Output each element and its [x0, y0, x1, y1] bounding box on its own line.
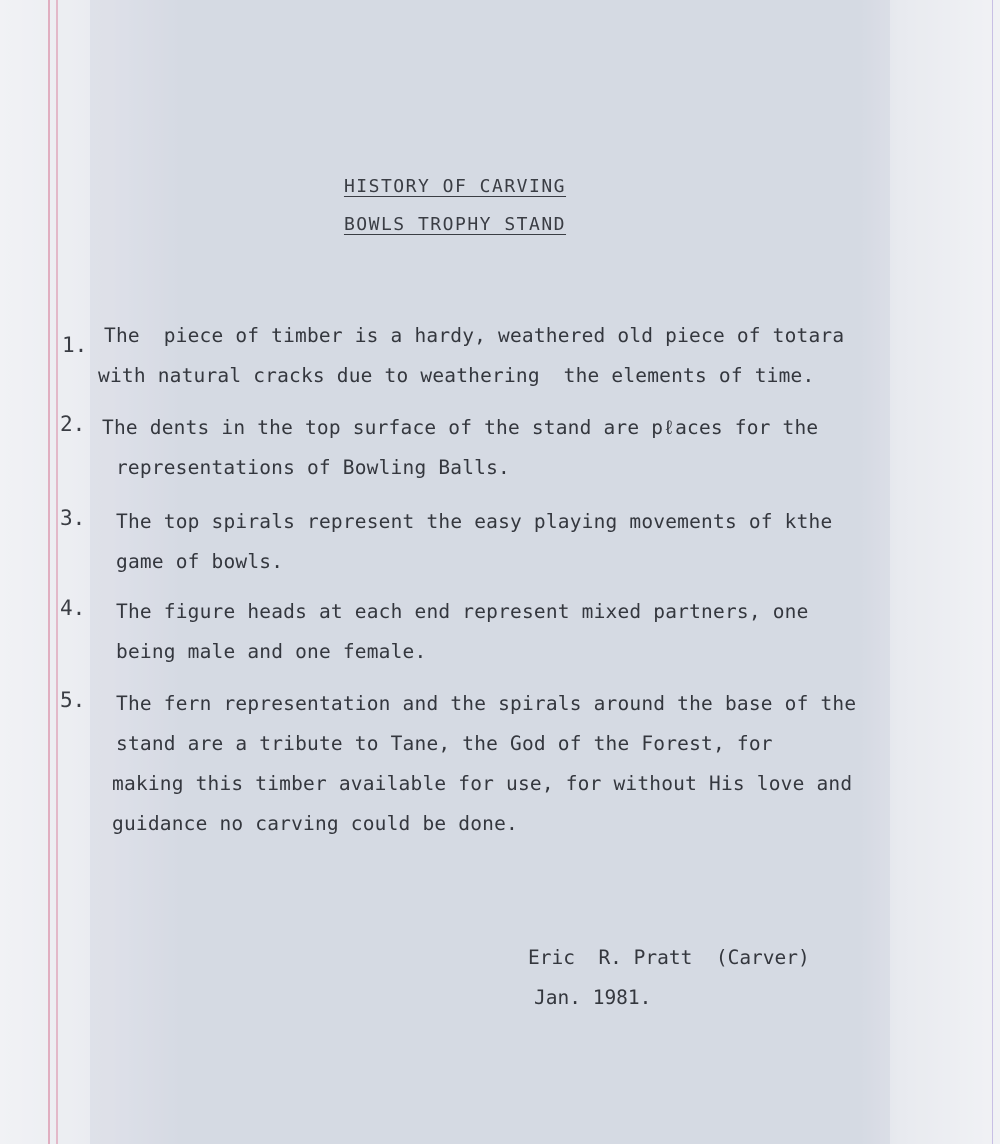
document-date: Jan. 1981.	[534, 986, 652, 1009]
margin-line-red-left	[48, 0, 50, 1144]
item-line: with natural cracks due to weathering the elements of time.	[98, 364, 815, 387]
item-line: representations of Bowling Balls.	[104, 456, 510, 479]
item-line: making this timber available for use, for without His love and	[112, 772, 853, 795]
item-line: The figure heads at each end represent mixed partners, one	[116, 600, 809, 623]
item-number: 2.	[60, 412, 86, 436]
item-number: 4.	[60, 596, 86, 620]
item-number: 1.	[62, 333, 88, 357]
signature: Eric R. Pratt (Carver)	[528, 946, 810, 969]
item-number: 5.	[60, 688, 86, 712]
item-line: guidance no carving could be done.	[112, 812, 518, 835]
item-line: The piece of timber is a hardy, weathered old piece of totara	[104, 324, 845, 347]
item-line: being male and one female.	[116, 640, 427, 663]
margin-line-right	[992, 0, 993, 1144]
item-line: The top spirals represent the easy playing movements of kthe	[116, 510, 833, 533]
item-line: The fern representation and the spirals around the base of the	[116, 692, 857, 715]
document-title-line-1: HISTORY OF CARVING	[343, 176, 567, 197]
document-title-line-2: BOWLS TROPHY STAND	[343, 214, 567, 235]
item-line: stand are a tribute to Tane, the God of the Forest, for	[116, 732, 773, 755]
item-line: game of bowls.	[116, 550, 284, 573]
item-line: The dents in the top surface of the stand are pℓaces for the	[102, 416, 819, 439]
item-number: 3.	[60, 506, 86, 530]
margin-line-red-left-2	[56, 0, 58, 1144]
